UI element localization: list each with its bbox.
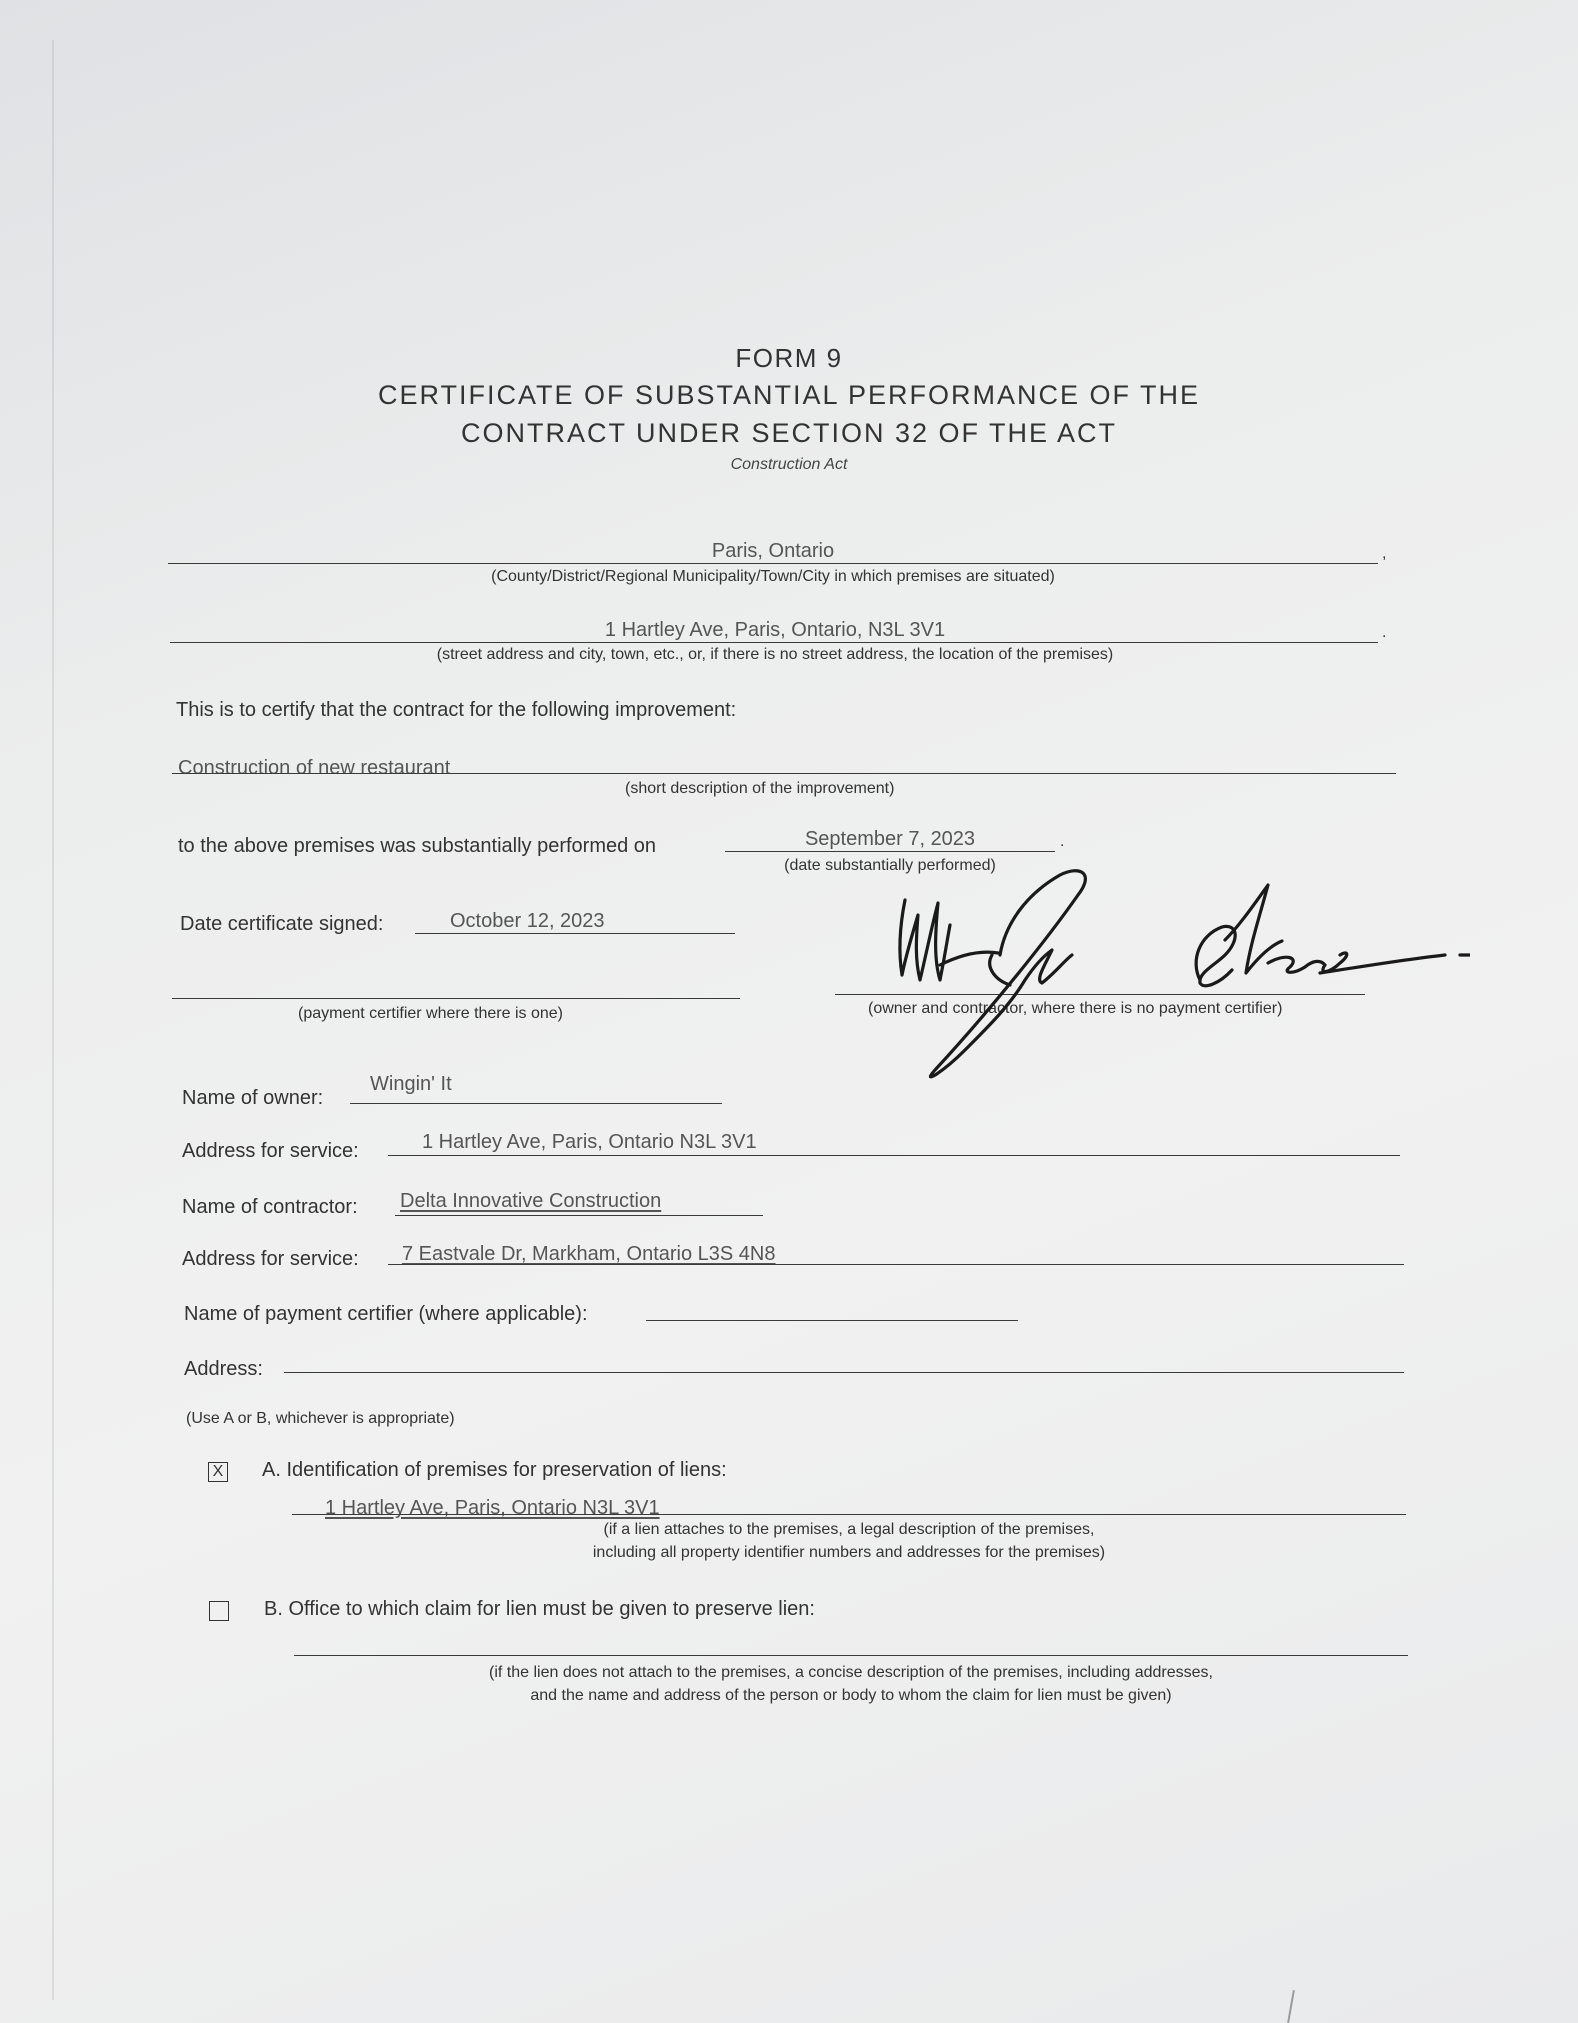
- options-instruction: (Use A or B, whichever is appropriate): [186, 1410, 455, 1427]
- performance-date-line: [725, 851, 1055, 852]
- payment-certifier-signature-line: [172, 998, 740, 999]
- performance-date-period: .: [1060, 833, 1065, 850]
- form-number: FORM 9: [735, 343, 843, 373]
- payment-certifier-name-label: Name of payment certifier (where applicable):: [184, 1303, 588, 1325]
- performance-label: to the above premises was substantially performed on: [178, 835, 657, 857]
- premises-address-caption: (street address and city, town, etc., or, if there is no street address, the location of the premises): [436, 646, 1114, 663]
- stray-pen-mark: [1287, 1990, 1295, 2023]
- option-b-caption-line1: (if the lien does not attach to the premises, a concise description of the premises, including addresses,: [489, 1664, 1213, 1681]
- option-a-label: A. Identification of premises for preservation of liens:: [262, 1459, 727, 1481]
- contractor-name-label: Name of contractor:: [182, 1196, 358, 1218]
- contractor-name-value[interactable]: Delta Innovative Construction: [400, 1190, 662, 1212]
- option-a-caption-line2: including all property identifier numbers and addresses for the premises): [592, 1544, 1106, 1561]
- improvement-description-value[interactable]: Construction of new restaurant: [178, 757, 451, 779]
- performance-date-caption: (date substantially performed): [784, 857, 996, 874]
- date-signed-value[interactable]: October 12, 2023: [450, 910, 605, 932]
- option-b-checkbox[interactable]: [209, 1601, 229, 1621]
- contractor-address-value[interactable]: 7 Eastvale Dr, Markham, Ontario L3S 4N8: [402, 1243, 776, 1265]
- premises-address-value[interactable]: 1 Hartley Ave, Paris, Ontario, N3L 3V1: [604, 619, 946, 641]
- option-a-line: [292, 1514, 1406, 1515]
- premises-address-period: .: [1382, 624, 1387, 641]
- option-b-line[interactable]: [294, 1655, 1408, 1656]
- contractor-name-line: [395, 1215, 763, 1216]
- improvement-intro: This is to certify that the contract for the following improvement:: [176, 699, 737, 721]
- payment-certifier-address-line[interactable]: [284, 1372, 1404, 1373]
- owner-address-line: [388, 1155, 1400, 1156]
- owner-contractor-caption: (owner and contractor, where there is no payment certifier): [868, 1000, 1283, 1017]
- page-edge: [52, 40, 54, 2000]
- improvement-line: [172, 773, 1396, 774]
- owner-name-label: Name of owner:: [182, 1087, 324, 1109]
- option-a-value[interactable]: 1 Hartley Ave, Paris, Ontario N3L 3V1: [325, 1497, 660, 1519]
- owner-name-line: [350, 1103, 722, 1104]
- date-signed-line: [415, 933, 735, 934]
- form-header: [0, 340, 1578, 476]
- municipality-value[interactable]: Paris, Ontario: [711, 540, 835, 562]
- date-signed-label: Date certificate signed:: [180, 913, 384, 935]
- option-b-caption-line2: and the name and address of the person or body to whom the claim for lien must be given): [530, 1687, 1172, 1704]
- owner-address-label: Address for service:: [182, 1140, 359, 1162]
- improvement-caption: (short description of the improvement): [625, 780, 895, 797]
- handwritten-signatures: [820, 855, 1470, 1085]
- form-title-line2: CONTRACT UNDER SECTION 32 OF THE ACT: [460, 418, 1118, 448]
- municipality-caption: (County/District/Regional Municipality/Town/City in which premises are situated): [491, 568, 1055, 585]
- contractor-address-label: Address for service:: [182, 1248, 359, 1270]
- contractor-address-line: [388, 1264, 1404, 1265]
- municipality-comma: ,: [1382, 545, 1387, 562]
- premises-address-line: [170, 642, 1378, 643]
- option-a-checkbox[interactable]: X: [208, 1462, 228, 1482]
- payment-certifier-name-line[interactable]: [646, 1320, 1018, 1321]
- municipality-line: [168, 563, 1378, 564]
- act-name: Construction Act: [730, 456, 848, 473]
- owner-name-value[interactable]: Wingin' It: [370, 1073, 452, 1095]
- owner-address-value[interactable]: 1 Hartley Ave, Paris, Ontario N3L 3V1: [422, 1131, 757, 1153]
- option-a-caption-line1: (if a lien attaches to the premises, a legal description of the premises,: [603, 1521, 1095, 1538]
- form-title-line1: CERTIFICATE OF SUBSTANTIAL PERFORMANCE OF THE: [377, 380, 1201, 410]
- payment-certifier-address-label: Address:: [184, 1358, 263, 1380]
- payment-certifier-caption: (payment certifier where there is one): [298, 1005, 563, 1022]
- option-b-label: B. Office to which claim for lien must be given to preserve lien:: [264, 1598, 815, 1620]
- performance-date-value[interactable]: September 7, 2023: [804, 828, 976, 850]
